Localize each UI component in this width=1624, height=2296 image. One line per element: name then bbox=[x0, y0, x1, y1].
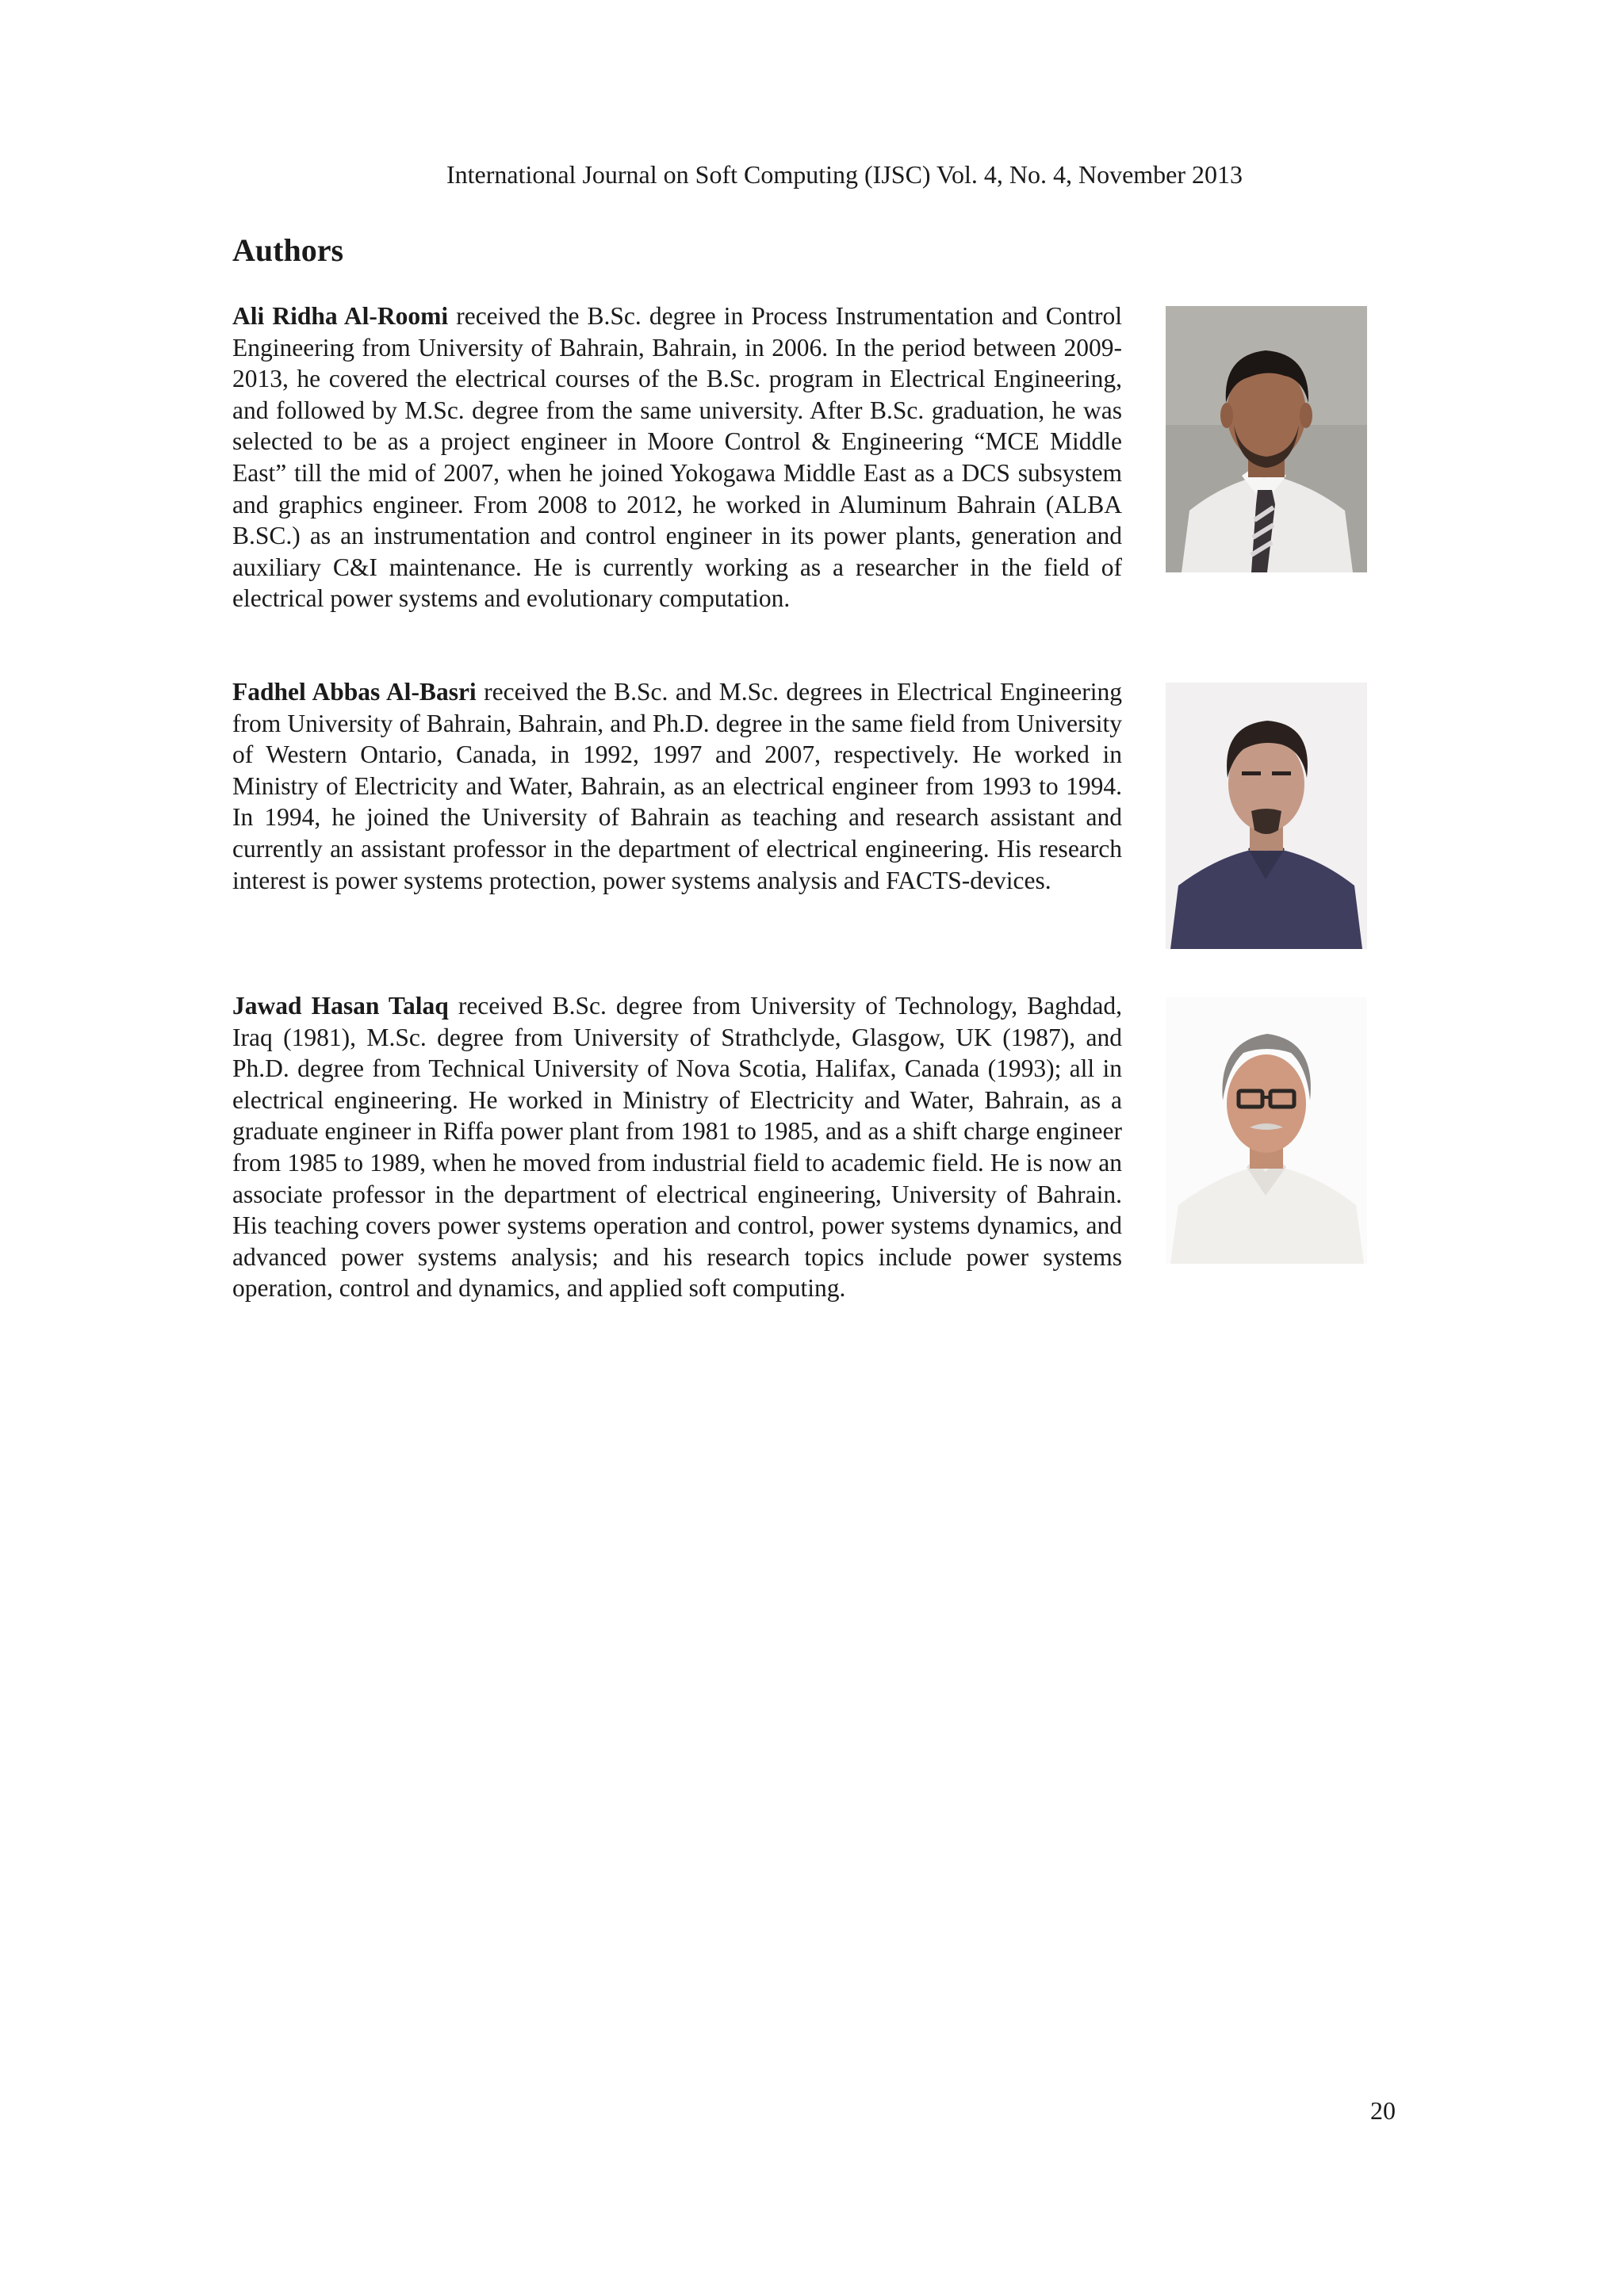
running-header: International Journal on Soft Computing (IJSC) Vol. 4, No. 4, November 2013 bbox=[446, 160, 1243, 189]
author-photo bbox=[1166, 306, 1367, 572]
author-name: Fadhel Abbas Al-Basri bbox=[232, 678, 477, 706]
author-photo bbox=[1166, 997, 1367, 1264]
section-heading: Authors bbox=[232, 232, 344, 268]
author-bio-text: received the B.Sc. and M.Sc. degrees in Electrical Engineering from University of Bahrain, Bahrain, and Ph.D. degree in the same field from University of Western Ontario, Canada, in 1992, 1997 and 2007, respectively. He worked in Ministry of Electricity and Water, Bahrain, as an electrical engineer from 1993 to 1994. In 1994, he joined the University of Bahrain as teaching and research assistant and currently an assistant professor in the department of electrical engineering. His research interest is power systems protection, power systems analysis and FACTS-devices. bbox=[232, 678, 1123, 894]
author-bio bbox=[232, 990, 1122, 1304]
author-name: Jawad Hasan Talaq bbox=[232, 992, 449, 1020]
author-name: Ali Ridha Al-Roomi bbox=[232, 302, 449, 330]
page-number: 20 bbox=[1370, 2096, 1396, 2125]
author-bio bbox=[232, 676, 1122, 896]
author-bio-text: received the B.Sc. degree in Process Instrumentation and Control Engineering from University of Bahrain, Bahrain, in 2006. In the period between 2009-2013, he covered the electrical courses of the B.Sc. program in Electrical Engineering, and followed by M.Sc. degree from the same university. After B.Sc. graduation, he was selected to be as a project engineer in Moore Control & Engineering “MCE Middle East” till the mid of 2007, when he joined Yokogawa Middle East as a DCS subsystem and graphics engineer. From 2008 to 2012, he worked in Aluminum Bahrain (ALBA B.SC.) as an instrumentation and control engineer in its power plants, generation and auxiliary C&I maintenance. He is currently working as a researcher in the field of electrical power systems and evolutionary computation. bbox=[232, 302, 1122, 613]
author-bio-text: received B.Sc. degree from University of Technology, Baghdad, Iraq (1981), M.Sc. degree from University of Strathclyde, Glasgow, UK (1987), and Ph.D. degree from Technical University of Nova Scotia, Halifax, Canada (1993); all in electrical engineering. He worked in Ministry of Electricity and Water, Bahrain, as a graduate engineer in Riffa power plant from 1981 to 1985, and as a shift charge engineer from 1985 to 1989, when he moved from industrial field to academic field. He is now an associate professor in the department of electrical engineering, University of Bahrain. His teaching covers power systems operation and control, power systems dynamics, and advanced power systems analysis; and his research topics include power systems operation, control and dynamics, and applied soft computing. bbox=[232, 992, 1122, 1303]
author-bio bbox=[232, 300, 1122, 614]
author-photo bbox=[1166, 683, 1367, 949]
